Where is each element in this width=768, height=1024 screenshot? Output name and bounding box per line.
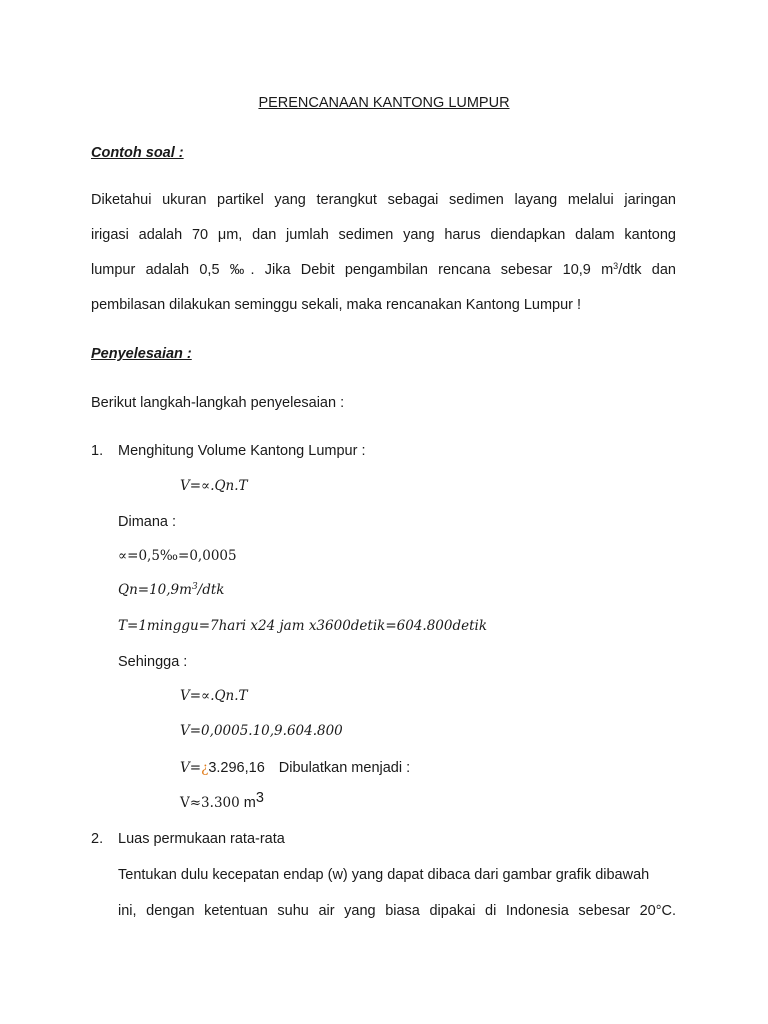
t-definition: T=1minggu=7hari x24 jam x3600detik=604.800detik bbox=[118, 618, 488, 634]
calc-step-3-var: V= bbox=[180, 760, 202, 776]
qn-definition bbox=[118, 584, 224, 598]
calc-step-3 bbox=[180, 760, 410, 776]
qn-superscript: 3 bbox=[191, 582, 198, 592]
problem-line-3-text: lumpur adalah 0,5 ‰. Jika Debit pengambilan rencana sebesar 10,9 m bbox=[91, 262, 614, 278]
volume-formula: V=∝.Qn.T bbox=[180, 478, 248, 494]
calc-step-2: V=0,0005.10,9.604.800 bbox=[180, 723, 343, 739]
contoh-soal-heading: Contoh soal : bbox=[91, 145, 184, 161]
problem-line-3 bbox=[91, 263, 676, 278]
step-2-text-line-1: Tentukan dulu kecepatan endap (w) yang dapat dibaca dari gambar grafik dibawah bbox=[118, 867, 650, 883]
document-title: PERENCANAAN KANTONG LUMPUR bbox=[258, 95, 510, 111]
step-1-number: 1. bbox=[91, 443, 104, 459]
problem-line-2: irigasi adalah 70 μm, dan jumlah sedimen yang harus diendapkan dalam kantong bbox=[91, 227, 676, 243]
penyelesaian-heading: Penyelesaian : bbox=[91, 346, 192, 362]
calc-step-3-note: Dibulatkan menjadi : bbox=[278, 760, 411, 776]
calc-step-3-glyph: ¿ bbox=[201, 760, 209, 776]
problem-line-3-tail: /dtk dan bbox=[618, 262, 676, 278]
intro-text: Berikut langkah-langkah penyelesaian : bbox=[91, 395, 345, 411]
problem-line-4: pembilasan dilakukan seminggu sekali, maka rencanakan Kantong Lumpur ! bbox=[91, 297, 582, 313]
step-2-label: Luas permukaan rata-rata bbox=[118, 831, 285, 847]
calc-step-4-value: V≈3.300 bbox=[180, 795, 240, 811]
calc-step-3-value: 3.296,16 bbox=[208, 760, 265, 776]
dimana-label: Dimana : bbox=[118, 514, 177, 530]
cubic-superscript: 3 bbox=[613, 261, 619, 271]
calc-step-1: V=∝.Qn.T bbox=[180, 688, 248, 704]
calc-step-4-superscript: 3 bbox=[255, 790, 264, 806]
qn-text: Qn=10,9m bbox=[118, 582, 192, 598]
alpha-definition: ∝=0,5‰=0,0005 bbox=[118, 548, 237, 564]
problem-line-1: Diketahui ukuran partikel yang terangkut sebagai sedimen layang melalui jaringan bbox=[91, 192, 676, 208]
step-1-label: Menghitung Volume Kantong Lumpur : bbox=[118, 443, 366, 459]
sehingga-label: Sehingga : bbox=[118, 654, 188, 670]
calc-step-4 bbox=[180, 790, 264, 811]
step-2-number: 2. bbox=[91, 831, 104, 847]
step-2-text-line-2: ini, dengan ketentuan suhu air yang biasa dipakai di Indonesia sebesar 20°C. bbox=[118, 903, 676, 919]
calc-step-4-unit: m bbox=[243, 795, 256, 811]
qn-unit: /dtk bbox=[197, 582, 225, 598]
